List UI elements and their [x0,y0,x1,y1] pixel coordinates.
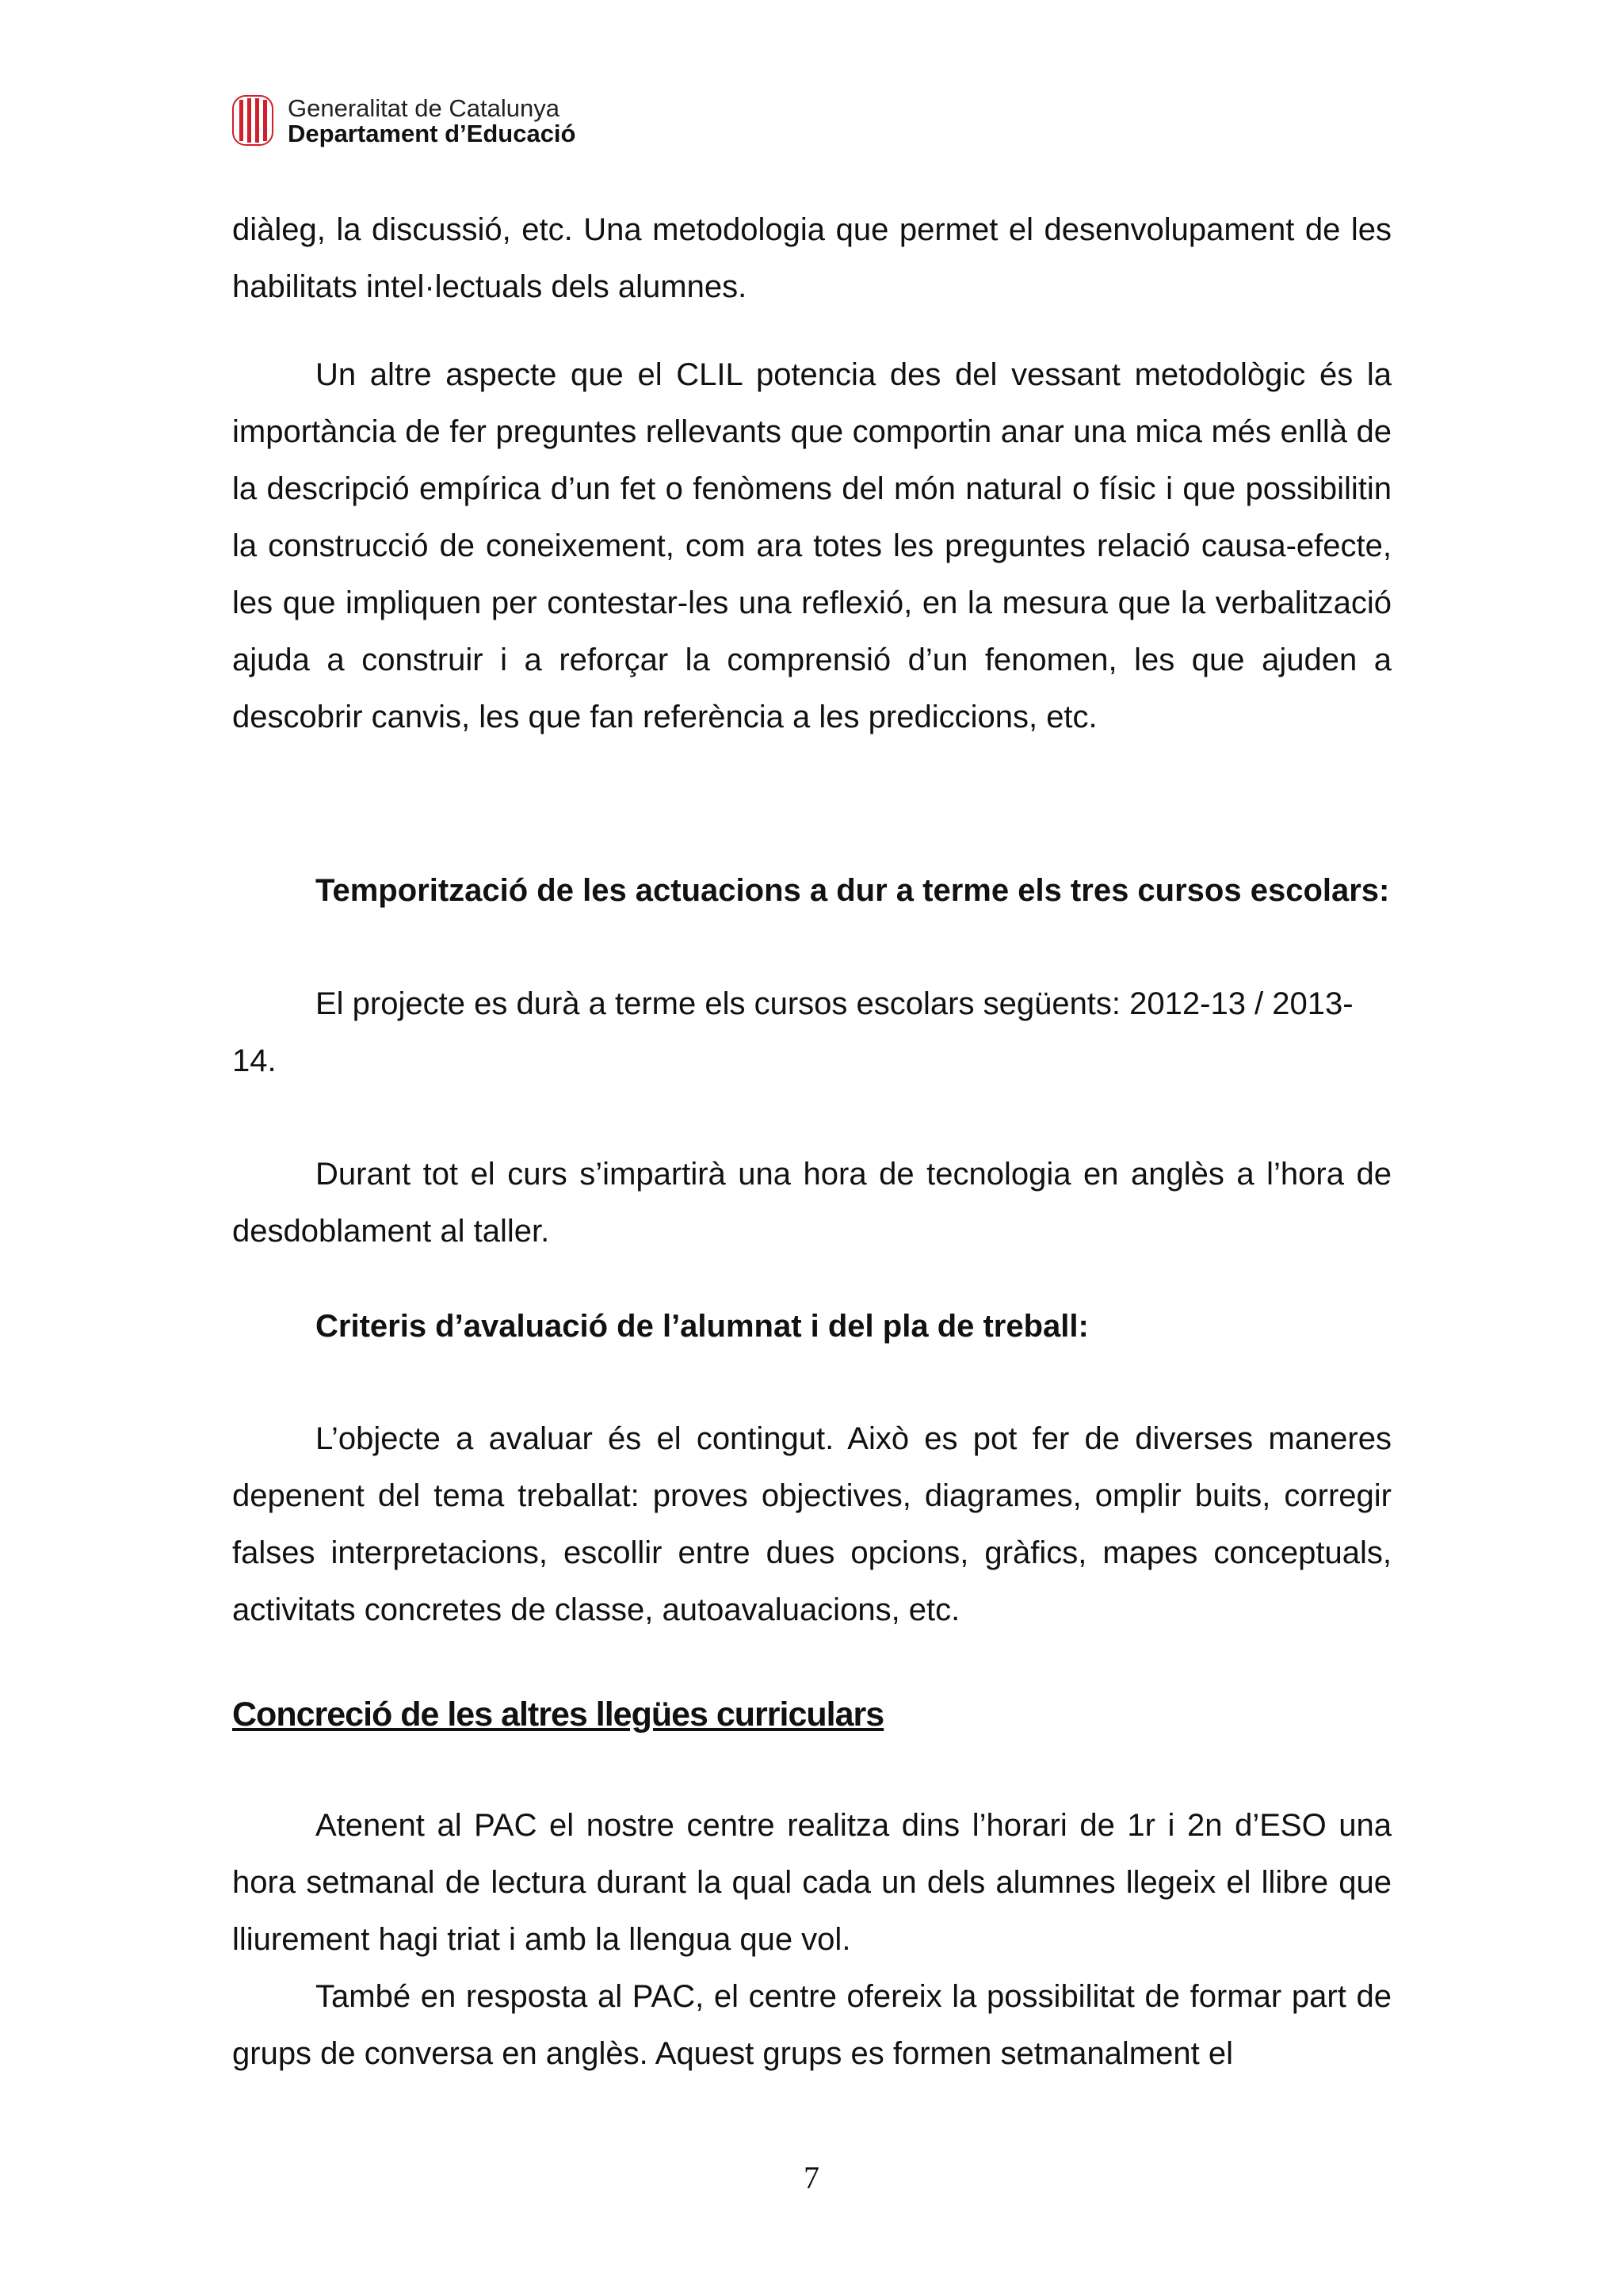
paragraph-6-text: Atenent al PAC el nostre centre realitza dins l’horari de 1r i 2n d’ESO una hora setmanal de lectura durant la qual cada un dels alumnes llegeix el llibre que lliurement hagi triat i amb la llengua que vol. [232,1808,1392,1957]
paragraph-5 [232,1410,1392,1638]
page-number: 7 [804,2160,819,2195]
paragraph-7-text: També en resposta al PAC, el centre ofereix la possibilitat de formar part de grups de conversa en anglès. Aquest grups es formen setmanalment el [232,1979,1392,2071]
heading-temporitzacio-text: Temporització de les actuacions a dur a terme els tres cursos escolars: [315,873,1390,908]
heading-temporitzacio [232,862,1392,919]
paragraph-3 [232,975,1392,1089]
paragraph-1-text: diàleg, la discussió, etc. Una metodologia que permet el desenvolupament de les habilitats intel·lectuals dels alumnes. [232,212,1392,304]
paragraph-4-text: Durant tot el curs s’impartirà una hora de tecnologia en anglès a l’hora de desdoblament al taller. [232,1157,1392,1249]
paragraph-7 [232,1968,1392,2082]
paragraph-5-text: L’objecte a avaluar és el contingut. Això es pot fer de diverses maneres depenent del tema treballat: proves objectives, diagrames, omplir buits, corregir falses interpretacions, escollir entre dues opcions, gràfics, mapes conceptuals, activitats concretes de classe, autoavaluacions, etc. [232,1421,1392,1627]
paragraph-2 [232,346,1392,746]
paragraph-3a-text: El projecte es durà a terme els cursos escolars següents: 2012-13 / 2013- [315,986,1354,1021]
heading-criteris [232,1298,1392,1355]
generalitat-logo-icon [232,95,273,146]
heading-criteris-text: Criteris d’avaluació de l’alumnat i del pla de treball: [315,1309,1089,1344]
paragraph-1 [232,201,1392,315]
organization-name [288,96,575,147]
section-heading [232,1686,1392,1743]
paragraph-6 [232,1797,1392,1968]
org-line-1: Generalitat de Catalunya [288,94,559,122]
paragraph-3b-text: 14. [232,1043,277,1078]
section-heading-text: Concreció de les altres llegües curriculars [232,1695,884,1733]
paragraph-4 [232,1146,1392,1260]
org-line-2: Departament d’Educació [288,120,576,147]
paragraph-2-text: Un altre aspecte que el CLIL potencia des del vessant metodològic és la importància de fer preguntes rellevants que comportin anar una mica més enllà de la descripció empírica d’un fet o fenòmens del món natural o físic i que possibilitin la construcció de coneixement, com ara totes les preguntes relació causa-efecte, les que impliquen per contestar-les una reflexió, en la mesura que la verbalització ajuda a construir i a reforçar la comprensió d’un fenomen, les que ajuden a descobrir canvis, les que fan referència a les prediccions, etc. [232,357,1392,734]
